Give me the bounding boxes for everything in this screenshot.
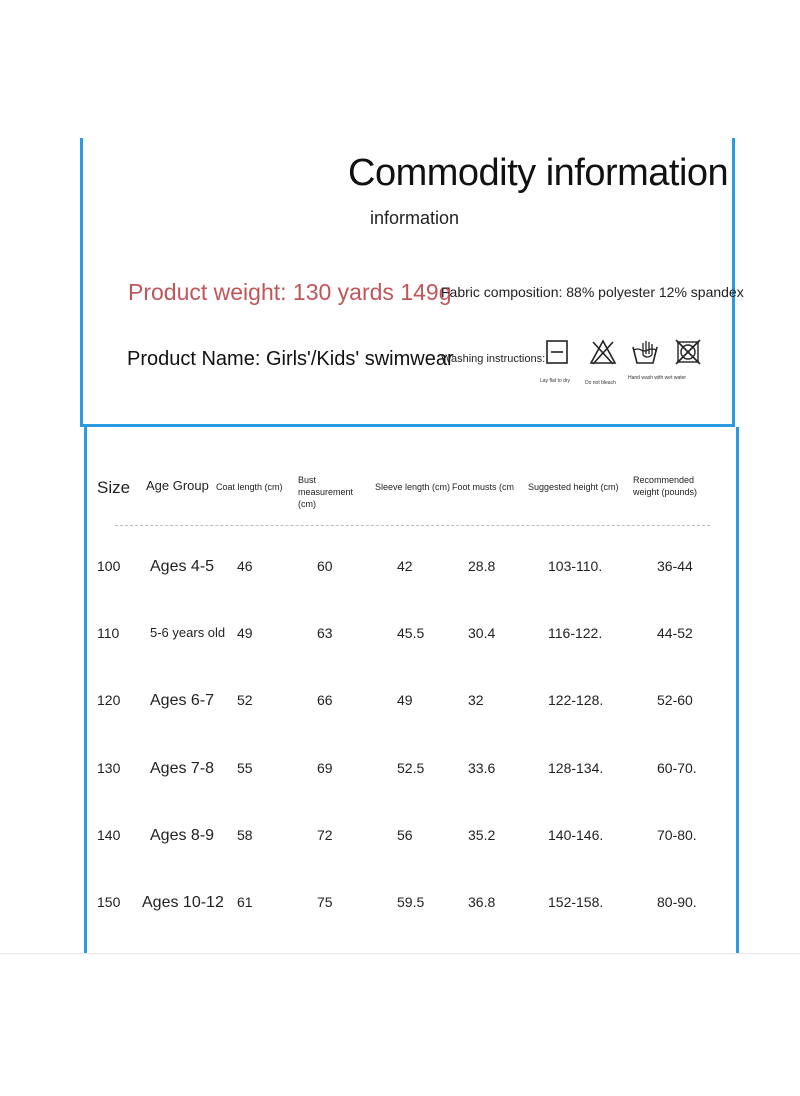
cell-coat-length: 61 (237, 894, 253, 910)
cell-age-group: Ages 4-5 (150, 558, 215, 575)
cell-foot: 30.4 (468, 625, 496, 641)
table-row (0, 692, 800, 722)
cell-age-group: 5-6 years old (150, 625, 226, 640)
cell-bust: 75 (317, 894, 333, 910)
header-coat-length: Coat length (cm) (216, 482, 283, 492)
cell-height: 116-122. (548, 625, 603, 641)
header-foot-musts: Foot musts (cm (452, 482, 515, 492)
cell-size: 100 (97, 558, 121, 574)
header-divider (115, 525, 710, 526)
cell-coat-length: 55 (237, 760, 253, 776)
header-sleeve-length: Sleeve length (cm) (375, 482, 451, 492)
cell-foot: 33.6 (468, 760, 496, 776)
cell-foot: 32 (468, 692, 484, 708)
cell-height: 122-128. (548, 692, 604, 708)
table-row (0, 894, 800, 924)
cell-weight: 80-90. (657, 894, 697, 910)
header-bust-measurement: Bust measurement (cm) (298, 475, 354, 509)
cell-height: 152-158. (548, 894, 604, 910)
cell-bust: 69 (317, 760, 333, 776)
cell-coat-length: 52 (237, 692, 253, 708)
cell-size: 110 (97, 625, 120, 641)
product-weight: Product weight: 130 yards 149g (128, 279, 452, 305)
frame-divider (80, 424, 735, 427)
cell-bust: 60 (317, 558, 333, 574)
cell-age-group: Ages 7-8 (150, 760, 215, 777)
cell-bust: 72 (317, 827, 333, 843)
page-title: Commodity information (348, 152, 729, 194)
cell-sleeve: 52.5 (397, 760, 425, 776)
cell-height: 128-134. (548, 760, 604, 776)
table-row (0, 827, 800, 857)
fabric-composition: Fabric composition: 88% polyester 12% spandex (441, 284, 744, 300)
cell-size: 150 (97, 894, 121, 910)
cell-bust: 66 (317, 692, 333, 708)
cell-coat-length: 49 (237, 625, 253, 641)
hand-wash-icon (631, 339, 659, 365)
cell-sleeve: 56 (397, 827, 413, 843)
do-not-tumble-icon (675, 339, 701, 365)
header-suggested-height: Suggested height (cm) (528, 482, 619, 492)
cell-bust: 63 (317, 625, 333, 641)
cell-age-group: Ages 8-9 (150, 827, 215, 844)
cell-weight: 52-60 (657, 692, 693, 708)
bottom-rule (0, 953, 800, 954)
cell-age-group: Ages 6-7 (150, 692, 215, 709)
cell-height: 103-110. (548, 558, 603, 574)
frame-right-bottom (736, 427, 739, 953)
cell-coat-length: 58 (237, 827, 253, 843)
cell-size: 140 (97, 827, 121, 843)
cell-foot: 35.2 (468, 827, 496, 843)
cell-weight: 44-52 (657, 625, 693, 641)
cell-foot: 28.8 (468, 558, 496, 574)
cell-coat-length: 46 (237, 558, 253, 574)
lay-flat-dry-caption: Lay flat to dry (540, 378, 571, 384)
hand-wash-caption: Hand wash with wet water (628, 375, 687, 381)
cell-age-group: Ages 10-12 (142, 894, 224, 911)
cell-sleeve: 45.5 (397, 625, 425, 641)
table-row (0, 625, 800, 655)
lay-flat-dry-icon (545, 339, 569, 365)
frame-right-top (732, 138, 735, 425)
cell-size: 120 (97, 692, 121, 708)
table-row (0, 558, 800, 588)
cell-weight: 70-80. (657, 827, 697, 843)
cell-height: 140-146. (548, 827, 604, 843)
cell-foot: 36.8 (468, 894, 496, 910)
header-recommended-weight: Recommended weight (pounds) (633, 475, 698, 497)
cell-sleeve: 59.5 (397, 894, 425, 910)
do-not-bleach-caption: Do not bleach (585, 380, 616, 386)
cell-sleeve: 49 (397, 692, 413, 708)
header-size: Size (97, 478, 131, 497)
do-not-bleach-icon (589, 339, 617, 365)
frame-left-top (80, 138, 83, 425)
page-subtitle: information (370, 208, 460, 228)
cell-size: 130 (97, 760, 121, 776)
cell-sleeve: 42 (397, 558, 413, 574)
table-row (0, 760, 800, 790)
product-name: Product Name: Girls'/Kids' swimwear (127, 348, 454, 370)
header-age-group: Age Group (146, 478, 209, 493)
frame-left-bottom (84, 427, 87, 953)
washing-instructions-label: Washing instructions: (441, 353, 546, 365)
cell-weight: 60-70. (657, 760, 697, 776)
cell-weight: 36-44 (657, 558, 693, 574)
